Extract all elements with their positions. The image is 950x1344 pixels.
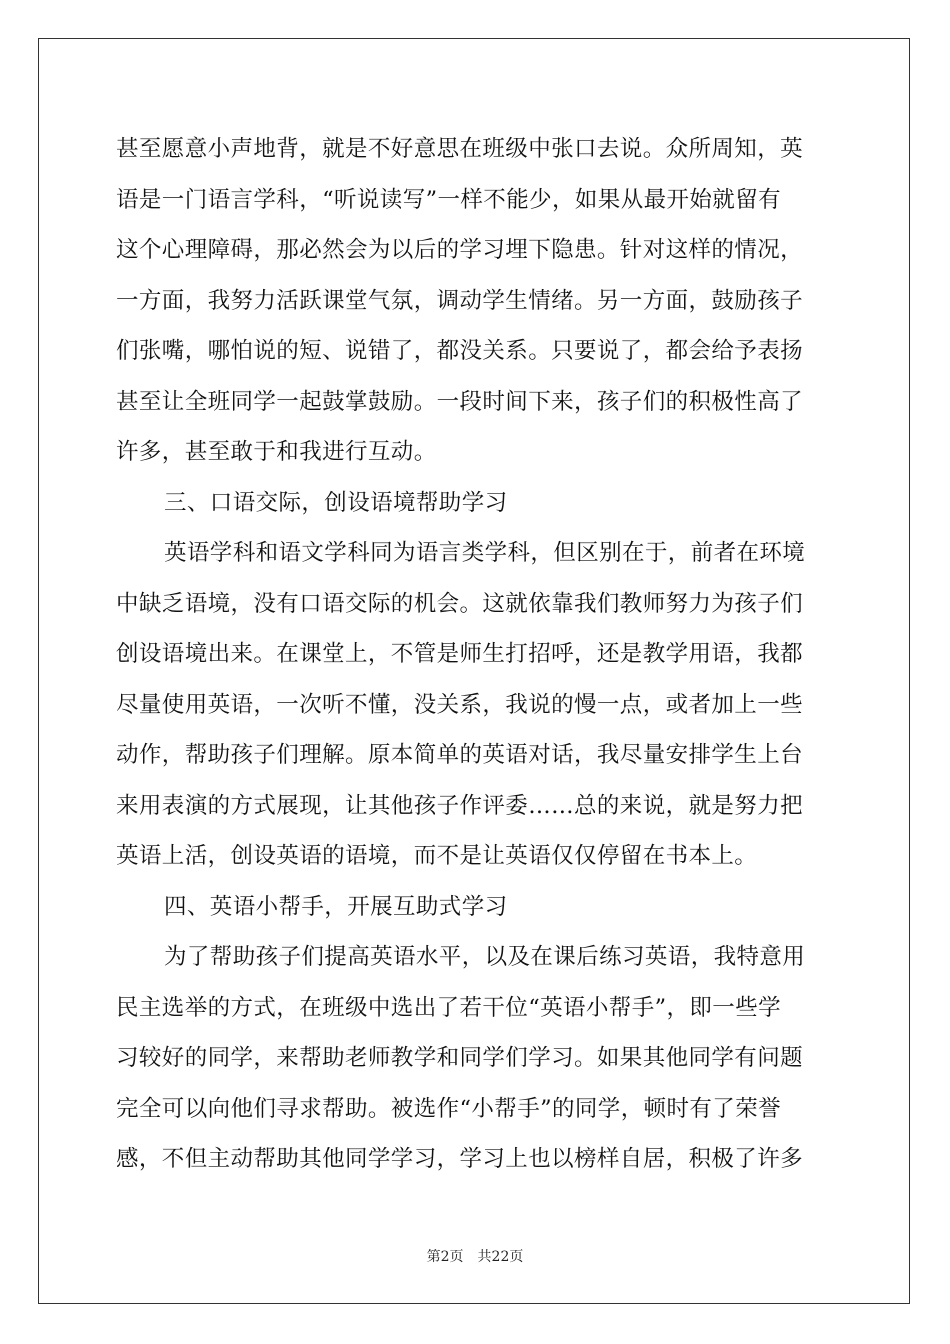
text-line: 感，不但主动帮助其他同学学习，学习上也以榜样自居，积极了许多 xyxy=(116,1146,804,1172)
text-line: 英语上活，创设英语的语境，而不是让英语仅仅停留在书本上。 xyxy=(116,843,758,869)
page-total: 共22页 xyxy=(477,1249,524,1265)
text-line: 四、英语小帮手，开展互助式学习 xyxy=(164,893,508,920)
text-line: 一方面，我努力活跃课堂气氛，调动学生情绪。另一方面，鼓励孩子 xyxy=(116,287,804,314)
text-line: 甚至让全班同学一起鼓掌鼓励。一段时间下来，孩子们的积极性高了 xyxy=(116,388,804,415)
text-line: 中缺乏语境，没有口语交际的机会。这就依靠我们教师努力为孩子们 xyxy=(116,590,804,617)
text-line: 尽量使用英语，一次听不懂，没关系，我说的慢一点，或者加上一些 xyxy=(116,691,804,718)
text-line: 们张嘴，哪怕说的短、说错了，都没关系。只要说了，都会给予表扬 xyxy=(116,338,804,364)
text-line: 许多，甚至敢于和我进行互动。 xyxy=(116,439,437,465)
text-line: 习较好的同学，来帮助老师教学和同学们学习。如果其他同学有问题 xyxy=(116,1045,804,1071)
page-number: 第2页 xyxy=(426,1249,464,1265)
page-footer xyxy=(0,1246,950,1266)
text-line: 为了帮助孩子们提高英语水平，以及在课后练习英语，我特意用 xyxy=(164,944,806,970)
text-line: 语是一门语言学科，“听说读写”一样不能少，如果从最开始就留有 xyxy=(116,186,782,213)
text-line: 动作，帮助孩子们理解。原本简单的英语对话，我尽量安排学生上台 xyxy=(116,742,804,768)
text-line: 创设语境出来。在课堂上，不管是师生打招呼，还是教学用语，我都 xyxy=(116,641,804,667)
text-line: 这个心理障碍，那必然会为以后的学习埋下隐患。针对这样的情况， xyxy=(116,237,804,263)
text-line: 三、口语交际，创设语境帮助学习 xyxy=(164,489,508,516)
document-body xyxy=(116,124,834,1185)
text-line: 民主选举的方式，在班级中选出了若干位“英语小帮手”，即一些学 xyxy=(116,994,782,1021)
text-line: 完全可以向他们寻求帮助。被选作“小帮手”的同学，顿时有了荣誉 xyxy=(116,1095,782,1122)
text-line: 甚至愿意小声地背，就是不好意思在班级中张口去说。众所周知，英 xyxy=(116,136,804,162)
text-line: 英语学科和语文学科同为语言类学科，但区别在于，前者在环境 xyxy=(164,540,806,566)
text-line: 来用表演的方式展现，让其他孩子作评委……总的来说，就是努力把 xyxy=(116,792,804,819)
